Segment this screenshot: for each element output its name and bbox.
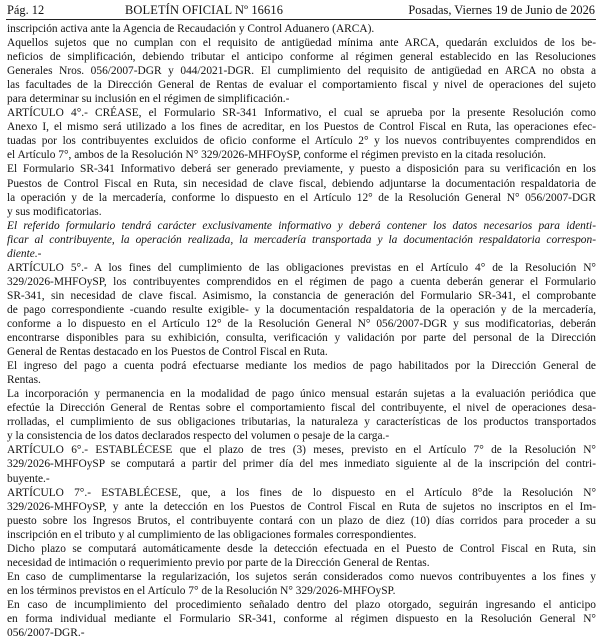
text-line: Aquellos sujetos que no cumplan con el requisito de antigüedad mínima ante ARCA, quedarán excluidos de los be-	[7, 37, 596, 50]
text-line: puesto sobre los Ingresos Brutos, el contribuyente contará con un plazo de diez (10) días corridos para proceder a su	[7, 514, 596, 527]
text-line: El ingreso del pago a cuenta podrá efectuarse mediante los medios de pago habilitados por la Dirección General de	[7, 360, 596, 373]
text-line: 329/2026-MHFOySP, los contribuyentes comprendidos en el régimen de pago a cuenta deberán generar el Formulario	[7, 275, 596, 288]
bulletin-title: BOLETÍN OFICIAL Nº 16616	[125, 3, 284, 17]
paragraph	[7, 542, 596, 570]
text-line: En caso de incumplimiento del procedimiento señalado dentro del plazo otorgado, seguirán ingresando el anticipo	[7, 598, 596, 611]
text-line: el Artículo 7°, ambos de la Resolución N° 329/2026-MHFOySP, conforme el régimen previsto en la citada resolución.	[7, 149, 546, 162]
text-line: ficar al contribuyente, la operación realizada, la mercadería transportada y la documentación respaldatoria correspon-	[7, 233, 596, 246]
text-line: Generales Nros. 056/2007-DGR y 044/2021-DGR. El cumplimiento del requisito de antigüedad en ARCA no obsta a	[7, 65, 596, 78]
text-line: buyente.-	[7, 472, 50, 485]
text-line: General de Rentas destacado en los Puestos de Control Fiscal en Ruta.	[7, 346, 328, 359]
paragraph	[7, 261, 596, 359]
text-line: para determinar su inclusión en el régimen de simplificación.-	[7, 93, 290, 106]
text-line: rrolladas, el cumplimiento de sus obligaciones tributarias, la naturaleza y características de los productos transportados	[7, 416, 596, 429]
text-line: El referido formulario tendrá carácter exclusivamente informativo y deberá contener los datos necesarios para identi-	[7, 219, 596, 232]
paragraph	[7, 486, 596, 542]
text-line: conforme a lo dispuesto en el Artículo 12° de la Resolución General N° 056/2007-DGR y sus modificatorias, deberán	[7, 317, 596, 330]
text-line: Puestos de Control Fiscal en Ruta, sin necesidad de clave fiscal, debiendo adjuntarse la documentación respaldatoria de	[7, 177, 596, 190]
text-line: y sus modificatorias.	[7, 205, 102, 218]
page-header	[7, 3, 595, 19]
text-line: inscripción activa ante la Agencia de Recaudación y Control Aduanero (ARCA).	[7, 23, 375, 35]
document-body	[7, 22, 596, 640]
paragraph	[7, 219, 596, 261]
text-line: Rentas.	[7, 374, 41, 387]
paragraph	[7, 36, 596, 106]
text-line: ARTÍCULO 6°.- ESTABLÉCESE que el plazo de tres (3) meses, previsto en el Artículo 7° de la Resolución N°	[7, 444, 596, 457]
text-line: encontrarse disponibles para su exhibición, consulta, verificación y validación por parte del personal de la Dirección	[7, 332, 596, 345]
text-line: efectúe la Dirección General de Rentas sobre el comportamiento fiscal del contribuyente, el nivel de operaciones desa-	[7, 402, 596, 415]
text-line: 329/2026-MHFOySP, y ante la detección en los Puestos de Control Fiscal en Ruta de sujetos no inscriptos en el Im-	[7, 500, 596, 513]
paragraph	[7, 106, 596, 162]
publication-date: Posadas, Viernes 19 de Junio de 2026	[408, 3, 595, 17]
text-line: ARTÍCULO 4°.- CRÉASE, el Formulario SR-341 Informativo, el cual se aprueba por la presente Resolución como	[7, 107, 596, 120]
paragraph	[7, 387, 596, 443]
paragraph	[7, 598, 596, 640]
text-line: en los términos previstos en el Artículo 7° de la Resolución N° 329/2026-MHFOySP.	[7, 584, 396, 597]
text-line: SR-341, sin necesidad de clave fiscal. Asimismo, la constancia de generación del Formulario SR-341, el comprobante	[7, 289, 596, 302]
text-line: ARTÍCULO 7°.- ESTABLÉCESE, que, a los fines de lo dispuesto en el Artículo 8°de la Resolución N°	[7, 486, 596, 499]
text-line: neficios de simplificación, debiendo tributar el anticipo conforme al régimen general establecido en las Resoluciones	[7, 51, 596, 64]
page-number: Pág. 12	[7, 3, 45, 17]
text-line: la operación y de la mercadería, conforme lo dispuesto en el Artículo 12° de la Resolución General N° 056/2007-DGR	[7, 191, 596, 204]
text-line: tuadas por los contribuyentes excluidos de oficio conforme el Artículo 2° y los nuevos contribuyentes comprendidos en	[7, 135, 596, 148]
text-line: inscripción en el tributo y al cumplimiento de las obligaciones formales correspondientes.	[7, 528, 417, 541]
text-line: El Formulario SR-341 Informativo deberá ser generado previamente, y puesto a disposición para su verificación en los	[7, 163, 596, 176]
paragraph	[7, 570, 596, 598]
header-rule	[6, 19, 596, 20]
text-line: necesidad de intimación o requerimiento previo por parte de la Dirección General de Rentas.	[7, 556, 430, 569]
text-line: en forma individual mediante el Formulario SR-341, conforme al régimen dispuesto en la Resolución General N°	[7, 612, 596, 625]
text-line: En caso de cumplimentarse la regularización, los sujetos serán considerados como nuevos contribuyentes a los fines y	[7, 570, 596, 583]
text-line: Dicho plazo se computará automáticamente desde la detección efectuada en el Puesto de Control Fiscal en Ruta, sin	[7, 542, 596, 555]
text-line: las facultades de la Dirección General de Rentas de evaluar el comportamiento fiscal y nivel de operaciones del sujeto	[7, 79, 596, 92]
text-line: ARTÍCULO 5°.- A los fines del cumplimiento de las obligaciones previstas en el Artículo 4° de la Resolución N°	[7, 261, 596, 274]
text-line: de pago correspondiente -cuando resulte exigible- y la documentación respaldatoria de la operación y de la mercadería,	[7, 303, 596, 316]
paragraph	[7, 359, 596, 387]
text-line: Anexo I, el mismo será utilizado a los fines de acreditar, en los Puestos de Control Fiscal en Ruta, las operaciones efec-	[7, 121, 596, 134]
text-line: 329/2026-MHFOySP se computará a partir del primer día del mes inmediato siguiente al de la inscripción del contri-	[7, 458, 596, 471]
paragraph	[7, 162, 596, 218]
paragraph	[7, 22, 596, 36]
text-line: diente.-	[7, 247, 42, 260]
text-line: La incorporación y permanencia en la modalidad de pago único mensual estarán sujetas a la evaluación periódica que	[7, 388, 596, 401]
text-line: y la consistencia de los datos declarados respecto del volumen o pesaje de la carga.-	[7, 430, 390, 443]
paragraph	[7, 443, 596, 485]
text-line: 056/2007-DGR.-	[7, 627, 85, 640]
